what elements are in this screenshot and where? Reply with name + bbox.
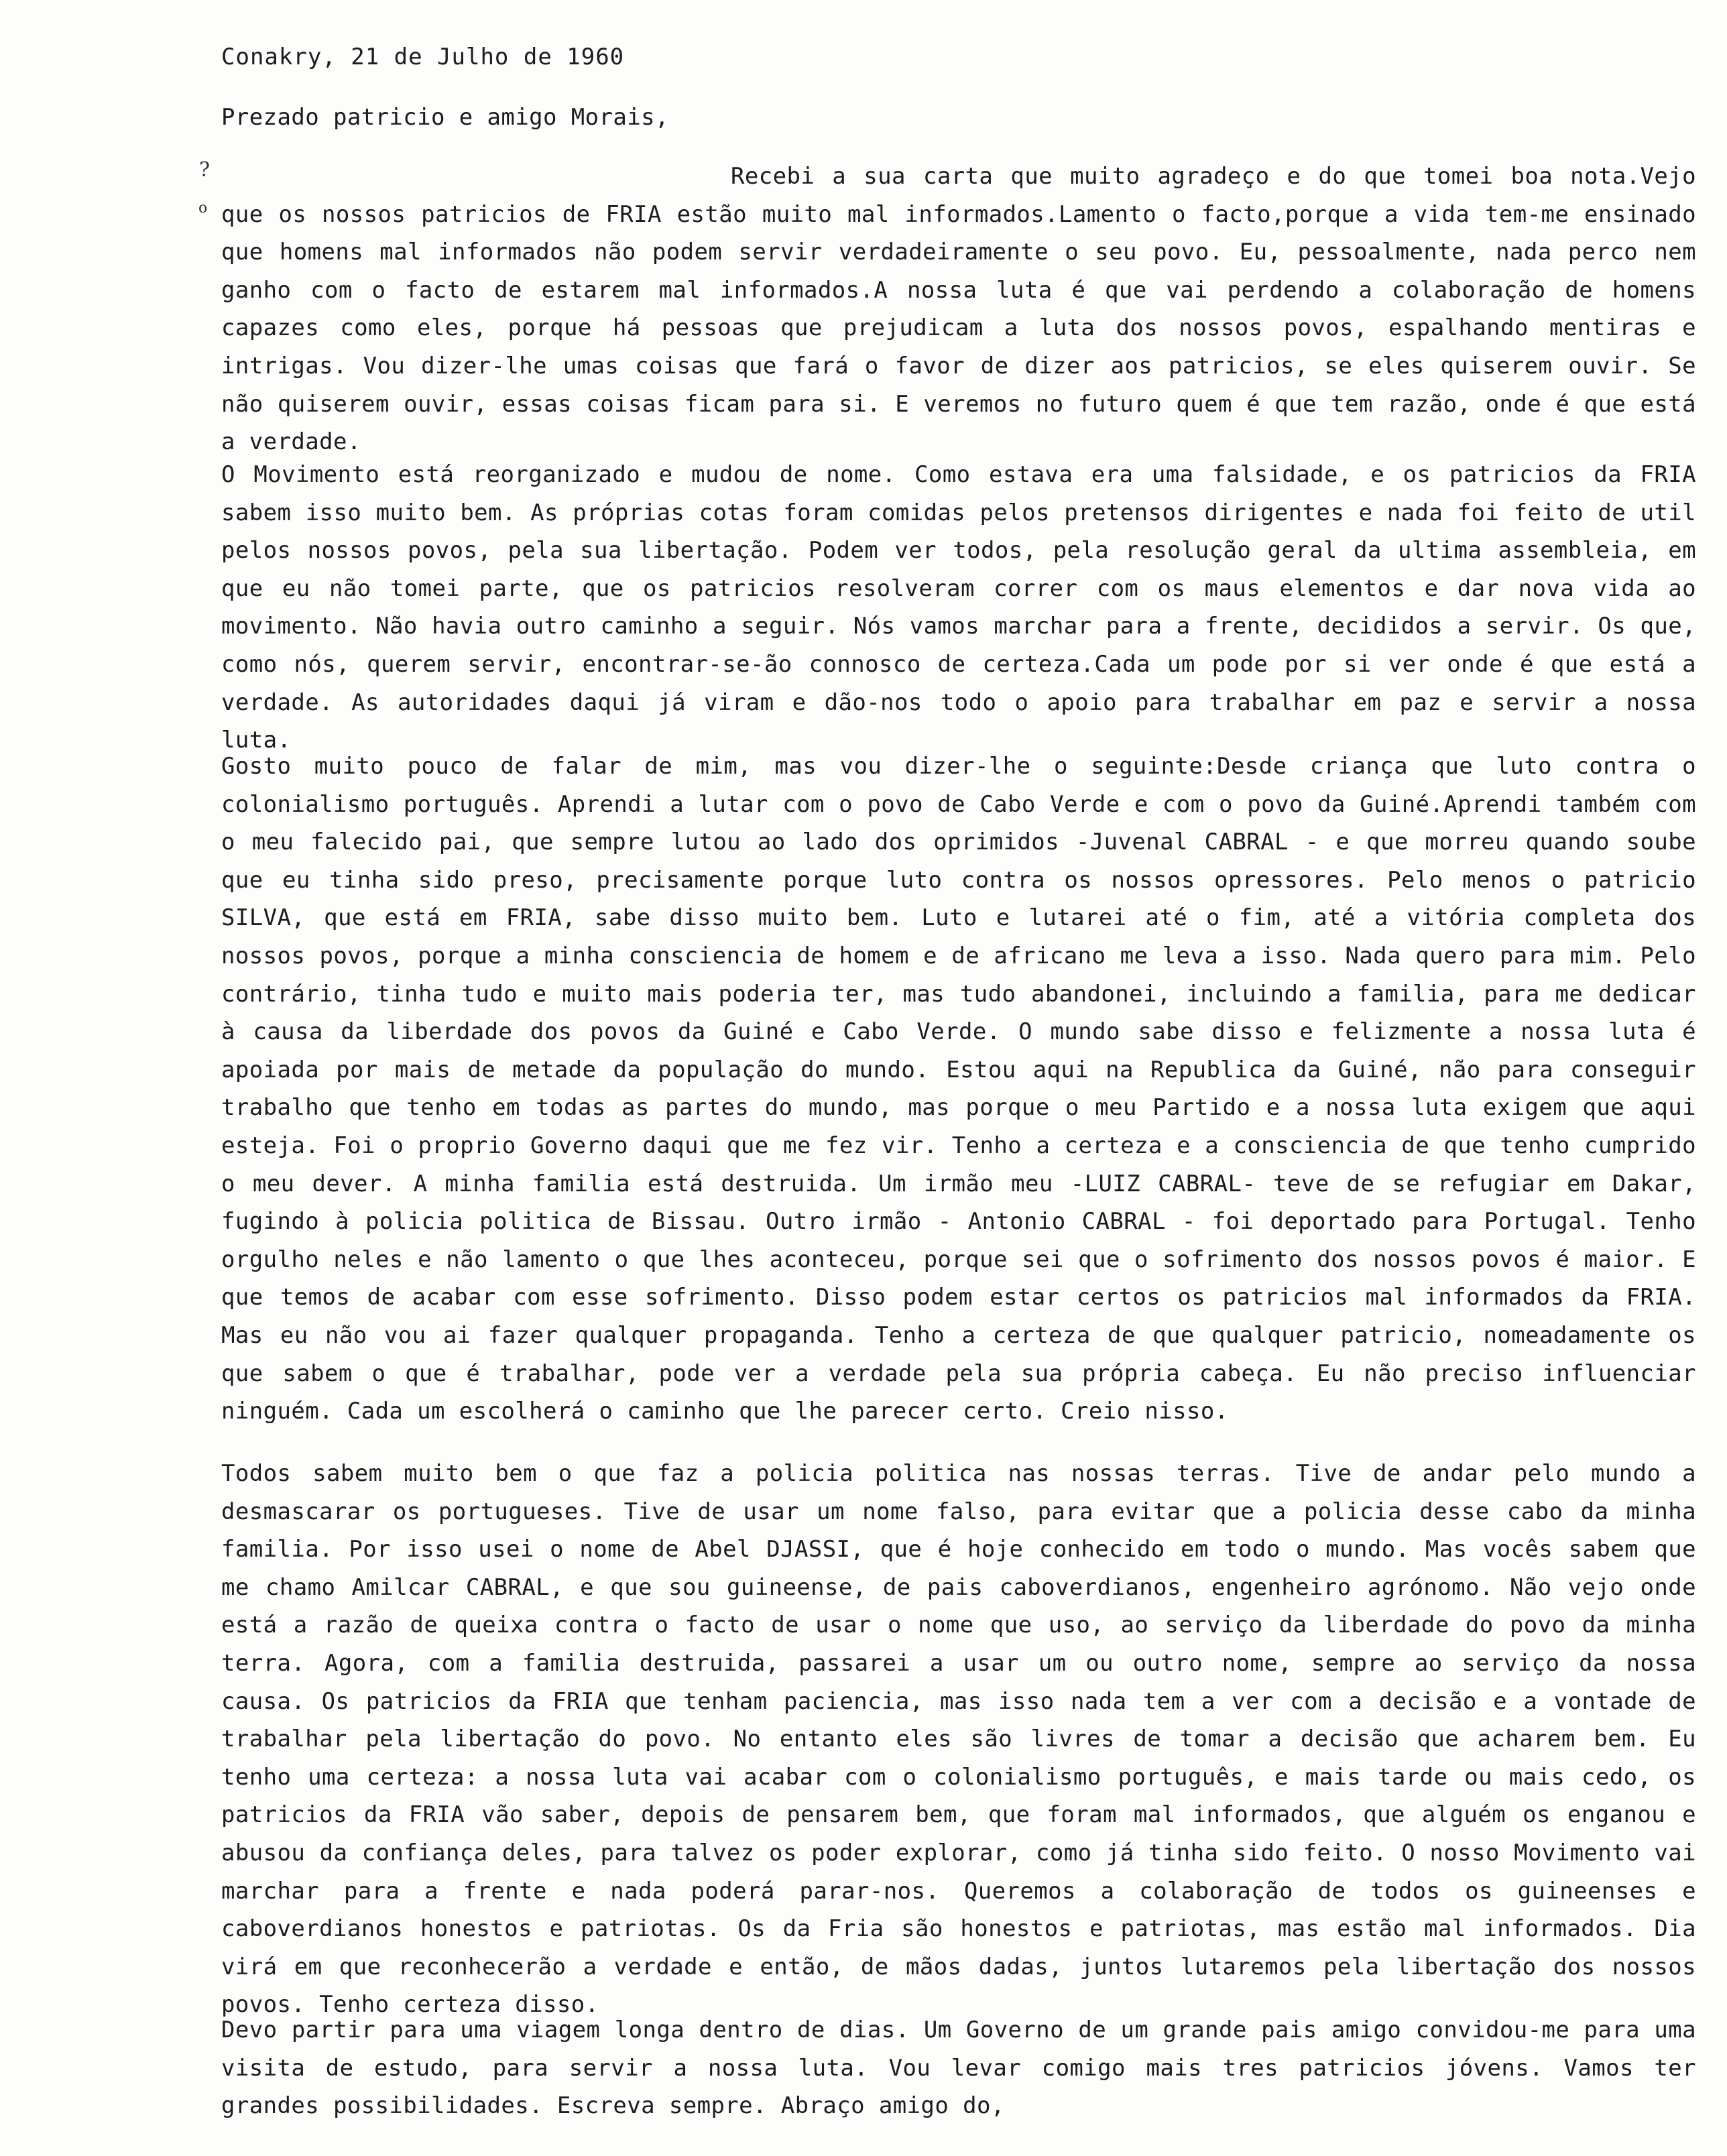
paragraph-1: Recebi a sua carta que muito agradeço e do que tomei boa nota.Vejo que os nossos patricios de FRIA estão muito mal informados.Lamento o facto,porque a vida tem-me ensinado que homens mal informados não podem servir verdadeiramente o seu povo. Eu, pessoalmente, nada perco nem ganho com o facto de estarem mal informados.A nossa luta é que vai perdendo a colaboração de homens capazes como eles, porque há pessoas que prejudicam a luta dos nossos povos, espalhando mentiras e intrigas. Vou dizer-lhe umas coisas que fará o favor de dizer aos patricios, se eles quiserem ouvir. Se não quiserem ouvir, essas coisas ficam para si. E veremos no futuro quem é que tem razão, onde é que está a verdade. [221, 163, 1696, 456]
margin-mark: ? [199, 158, 211, 182]
letter-date: Conakry, 21 de Julho de 1960 [221, 44, 625, 70]
paragraph-3: Gosto muito pouco de falar de mim, mas vou dizer-lhe o seguinte:Desde criança que luto contra o colonialismo português. Aprendi a lutar com o povo de Cabo Verde e com o povo da Guiné.Aprendi também com o meu falecido pai, que sempre lutou ao lado dos oprimidos -Juvenal CABRAL - e que morreu quando soube que eu tinha sido preso, precisamente porque luto contra os nossos opressores. Pelo menos o patricio SILVA, que está em FRIA, sabe disso muito bem. Luto e lutarei até o fim, até a vitória completa dos nossos povos, porque a minha consciencia de homem e de africano me leva a isso. Nada quero para mim. Pelo contrário, tinha tudo e muito mais poderia ter, mas tudo abandonei, incluindo a familia, para me dedicar à causa da liberdade dos povos da Guiné e Cabo Verde. O mundo sabe disso e felizmente a nossa luta é apoiada por mais de metade da população do mundo. Estou aqui na Republica da Guiné, não para conseguir trabalho que tenho em todas as partes do mundo, mas porque o meu Partido e a nossa luta exigem que aqui esteja. Foi o proprio Governo daqui que me fez vir. Tenho a certeza e a consciencia de que tenho cumprido o meu dever. A minha familia está destruida. Um irmão meu -LUIZ CABRAL- teve de se refugiar em Dakar, fugindo à policia politica de Bissau. Outro irmão - Antonio CABRAL - foi deportado para Portugal. Tenho orgulho neles e não lamento o que lhes aconteceu, porque sei que o sofrimento dos nossos povos é maior. E que temos de acabar com esse sofrimento. Disso podem estar certos os patricios mal informados da FRIA. Mas eu não vou ai fazer qualquer propaganda. Tenho a certeza de que qualquer patricio, nomeadamente os que sabem o que é trabalhar, pode ver a verdade pela sua própria cabeça. Eu não preciso influenciar ninguém. Cada um escolherá o caminho que lhe parecer certo. Creio nisso. [221, 753, 1696, 1425]
letter-salutation: Prezado patricio e amigo Morais, [221, 104, 669, 131]
paragraph-2: O Movimento está reorganizado e mudou de nome. Como estava era uma falsidade, e os patricios da FRIA sabem isso muito bem. As próprias cotas foram comidas pelos pretensos dirigentes e nada foi feito de util pelos nossos povos, pela sua libertação. Podem ver todos, pela resolução geral da ultima assembleia, em que eu não tomei parte, que os patricios resolveram correr com os maus elementos e dar nova vida ao movimento. Não havia outro caminho a seguir. Nós vamos marchar para a frente, decididos a servir. Os que, como nós, querem servir, encontrar-se-ão connosco de certeza.Cada um pode por si ver onde é que está a verdade. As autoridades daqui já viram e dão-nos todo o apoio para trabalhar em paz e servir a nossa luta. [221, 461, 1696, 754]
margin-mark: o [198, 200, 208, 217]
paragraph-5: Devo partir para uma viagem longa dentro de dias. Um Governo de um grande pais amigo convidou-me para uma visita de estudo, para servir a nossa luta. Vou levar comigo mais tres patricios jóvens. Vamos ter grandes possibilidades. Escreva sempre. Abraço amigo do, [221, 2017, 1696, 2120]
paragraph-4: Todos sabem muito bem o que faz a policia politica nas nossas terras. Tive de andar pelo mundo a desmascarar os portugueses. Tive de usar um nome falso, para evitar que a policia desse cabo da minha familia. Por isso usei o nome de Abel DJASSI, que é hoje conhecido em todo o mundo. Mas vocês sabem que me chamo Amilcar CABRAL, e que sou guineense, de pais caboverdianos, engenheiro agrónomo. Não vejo onde está a razão de queixa contra o facto de usar o nome que uso, ao serviço da liberdade do povo da minha terra. Agora, com a familia destruida, passarei a usar um ou outro nome, sempre ao serviço da nossa causa. Os patricios da FRIA que tenham paciencia, mas isso nada tem a ver com a decisão e a vontade de trabalhar pela libertação do povo. No entanto eles são livres de tomar a decisão que acharem bem. Eu tenho uma certeza: a nossa luta vai acabar com o colonialismo português, e mais tarde ou mais cedo, os patricios da FRIA vão saber, depois de pensarem bem, que foram mal informados, que alguém os enganou e abusou da confiança deles, para talvez os poder explorar, como já tinha sido feito. O nosso Movimento vai marchar para a frente e nada poderá parar-nos. Queremos a colaboração de todos os guineenses e caboverdianos honestos e patriotas. Os da Fria são honestos e patriotas, mas estão mal informados. Dia virá em que reconhecerão a verdade e então, de mãos dadas, juntos lutaremos pela libertação dos nossos povos. Tenho certeza disso. [221, 1460, 1696, 2019]
